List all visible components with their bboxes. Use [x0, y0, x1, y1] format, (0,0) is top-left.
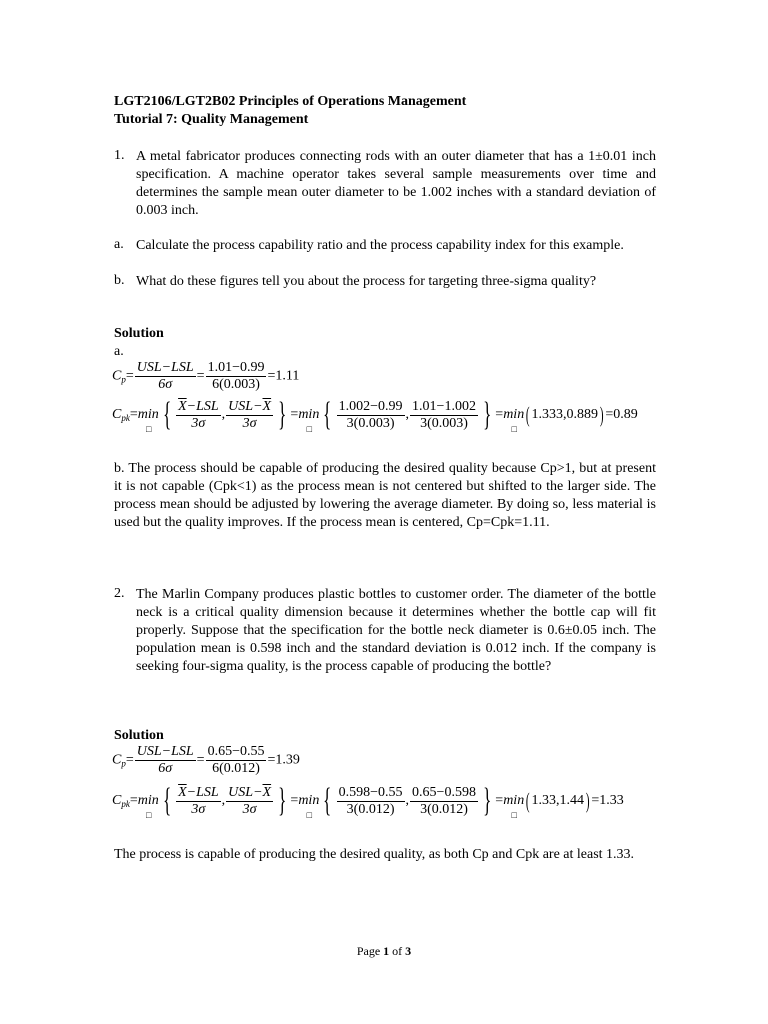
cpk-v1-num: 1.002−0.99 — [338, 398, 403, 414]
solution-1a-label: a. — [114, 344, 124, 359]
page-footer — [0, 944, 768, 959]
solution-1-heading: Solution — [114, 326, 164, 341]
question-1a-text: Calculate the process capability ratio and the process capability index for this example. — [136, 238, 624, 253]
cpk-v2-num: 1.01−1.002 — [412, 398, 476, 414]
cpk-v2-den: 3(0.003) — [420, 415, 468, 431]
cp-values-numerator: 1.01−0.99 — [207, 360, 265, 375]
page-number: 1 — [383, 944, 390, 958]
solution-2-heading: Solution — [114, 728, 164, 743]
cp-equation-2: $C_p=$ $\frac{\text{USL−LSL}}{6\sigma}$ = $\frac{0.65-0.55}{6(0.012)}$ =1.39 — [112, 744, 300, 776]
cpk2-v2-num: 0.65−0.598 — [412, 784, 476, 800]
course-title: LGT2106/LGT2B02 Principles of Operations Management — [114, 94, 467, 109]
solution-2-conclusion: The process is capable of producing the desired quality, as both Cp and Cpk are at least 1.33. — [114, 847, 635, 862]
question-2-text: The Marlin Company produces plastic bottles to customer order. The diameter of the bottle neck is a critical quality dimension because it determines whether the bottle cap will fit properly. Suppose that the specification for the bottle neck diameter is 0.6±0.05 inch. The population mean is 0.598 inch and the standard deviation is 0.012 inch. If the company is seeking four-sigma quality, is the process capable of producing the bottle? — [136, 587, 656, 674]
cp-equation-1: $C_p=$ $\frac{\text{USL−LSL}}{6\sigma}$ = $\frac{1.01-0.99}{6(0.003)}$ =1.11 — [112, 360, 300, 392]
cpk2-v1-num: 0.598−0.55 — [338, 784, 403, 800]
cpk-f2-den: 3σ — [242, 415, 257, 431]
question-1-number: 1. — [114, 148, 125, 163]
cpk-equation-2: $C_{pk}=\min□$ { $\frac{\overline{X}-LSL}{3\sigma}$ , $\frac{USL-\overline{X}}{3\sigma}$ } =min□ { $\frac{0.598-0.55}{3(0.012)}$ , $\frac{0.65-0.598}{3(0.012)}$ } =min□( 1.33,1.44) =1.33 — [112, 782, 624, 821]
cp-formula-numerator: USL−LSL — [136, 360, 194, 375]
cp-formula-denominator: 6σ — [158, 377, 173, 392]
tutorial-title: Tutorial 7: Quality Management — [114, 112, 309, 127]
question-1b-text: What do these figures tell you about the process for targeting three-sigma quality? — [136, 274, 597, 289]
of-word: of — [392, 944, 403, 958]
cp2-values-numerator: 0.65−0.55 — [207, 744, 265, 759]
cpk-result: =0.89 — [605, 407, 638, 423]
cp-result: =1.11 — [267, 368, 300, 384]
cpk-f1-den: 3σ — [191, 415, 206, 431]
page-total: 3 — [405, 944, 412, 958]
cpk-v1-den: 3(0.003) — [346, 415, 395, 431]
cp-values-denominator: 6(0.003) — [212, 377, 260, 392]
cp2-result: =1.39 — [267, 752, 300, 768]
page-word: Page — [356, 944, 381, 958]
cpk2-result: =1.33 — [591, 793, 624, 809]
question-2-number: 2. — [114, 586, 125, 601]
question-1b-label: b. — [114, 273, 125, 288]
cpk-equation-1: $C_{pk}=\min□$ { $\frac{\overline{X}-LSL}{3\sigma}$ , $\frac{USL-\overline{X}}{3\sigma}$ } =min□ { $\frac{1.002-0.99}{3(0.003)}$ , $\frac{1.01-1.002}{3(0.003)}$ } =min□( 1.333,0.889) =0.89 — [112, 396, 638, 435]
cp2-values-denominator: 6(0.012) — [212, 761, 260, 776]
cpk2-v2-den: 3(0.012) — [420, 801, 468, 817]
cpk-min-args: 1.333,0.889 — [531, 407, 599, 423]
cpk2-v1-den: 3(0.012) — [346, 801, 395, 817]
question-1a-label: a. — [114, 237, 124, 252]
question-1-text: A metal fabricator produces connecting rods with an outer diameter that has a 1±0.01 inch specification. A machine operator takes several sample measurements over time and determines the sample mean outer diameter to be 1.002 inches with a standard deviation of 0.003 inch. — [136, 149, 656, 218]
cpk2-min-args: 1.33,1.44 — [531, 793, 585, 809]
solution-1b-text: b. The process should be capable of producing the desired quality because Cp>1, but at present it is not capable (Cpk<1) as the process mean is not centered but shifted to the larger side. The process mean should be adjusted by lowering the average diameter. By doing so, less material is used but the quality improves. If the process mean is centered, Cp=Cpk=1.11. — [114, 461, 656, 530]
